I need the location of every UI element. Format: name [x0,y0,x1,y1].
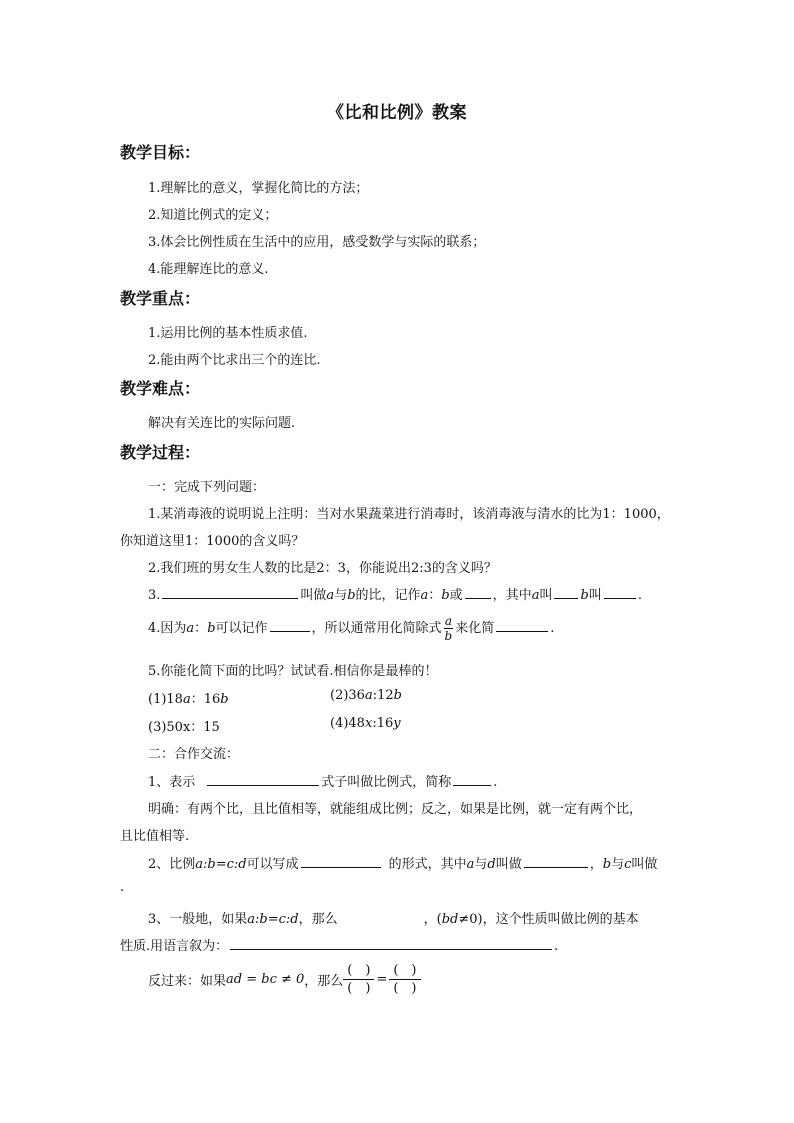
question-1-line-b: 你知道这里1：1000的含义吗？ [120,534,305,549]
subquestion-1: (1)18a：16b [148,692,229,707]
goal-item: 3.体会比例性质在生活中的应用，感受数学与实际的联系； [148,235,486,250]
goal-item: 4.能理解连比的意义. [148,262,269,277]
difficulty-item: 解决有关连比的实际问题. [148,416,296,431]
process-heading: 教学过程： [120,443,201,462]
difficulties-heading: 教学难点： [120,379,201,398]
cooperation-3: 3、一般地，如果a:b=c:d，那么 ，(bd≠0)，这个性质叫做比例的基本 [148,912,639,927]
question-5: 5.你能化简下面的比吗？试试看.相信你是最棒的！ [148,664,438,679]
goals-heading: 教学目标： [120,143,201,162]
clarify-line-b: 且比值相等. [120,829,190,844]
goal-item: 2.知道比例式的定义； [148,208,278,223]
cooperation-2: 2、比例a:b=c:d可以写成 的形式，其中a与d叫做 ，b与c叫做 [148,857,658,872]
subquestion-2: (2)36a:12b [330,688,402,703]
cooperation-2-end: . [120,880,125,895]
converse: 反过来：如果ad = bc ≠ 0，那么 $\frac{( )}{( )}$ = $\frac{( )}{( )}$ [148,962,421,997]
question-4: 4.因为a：b可以记作 ，所以通常用化简除式 $\frac{a}{b}$ 来化简 . [148,614,555,643]
blank-fraction-left: $\frac{( )}{( )}$ [343,962,374,997]
key-point-item: 2.能由两个比求出三个的连比. [148,353,321,368]
part2-title: 二：合作交流： [148,747,240,762]
subquestion-4: (4)48x:16y [330,716,401,731]
fraction-a-over-b: $\frac{a}{b}$ [444,614,453,643]
question-2: 2.我们班的男女生人数的比是2：3，你能说出2:3的含义吗？ [148,561,497,576]
subquestion-3: (3)50x：15 [148,720,220,735]
question-3: 3. 叫做a与b的比，记作a：b或 ，其中a叫 b叫 . [148,588,642,603]
blank-fraction-right: $\frac{( )}{( )}$ [389,962,420,997]
clarify-line-a: 明确：有两个比，且比值相等，就能组成比例；反之，如果是比例，就一定有两个比， [148,802,643,817]
key-points-heading: 教学重点： [120,289,201,308]
goal-item: 1.理解比的意义，掌握化简比的方法； [148,181,369,196]
page-title: 《比和比例》教案 [327,103,467,123]
cooperation-3-line-b: 性质.用语言叙为： . [120,939,559,954]
question-1-line-a: 1.某消毒液的说明说上注明：当对水果蔬菜进行消毒时，该消毒液与清水的比为1：1000， [148,507,670,522]
part1-title: 一：完成下列问题： [148,480,266,495]
key-point-item: 1.运用比例的基本性质求值. [148,326,308,341]
cooperation-1: 1、表示 式子叫做比例式，简称 . [148,775,498,790]
